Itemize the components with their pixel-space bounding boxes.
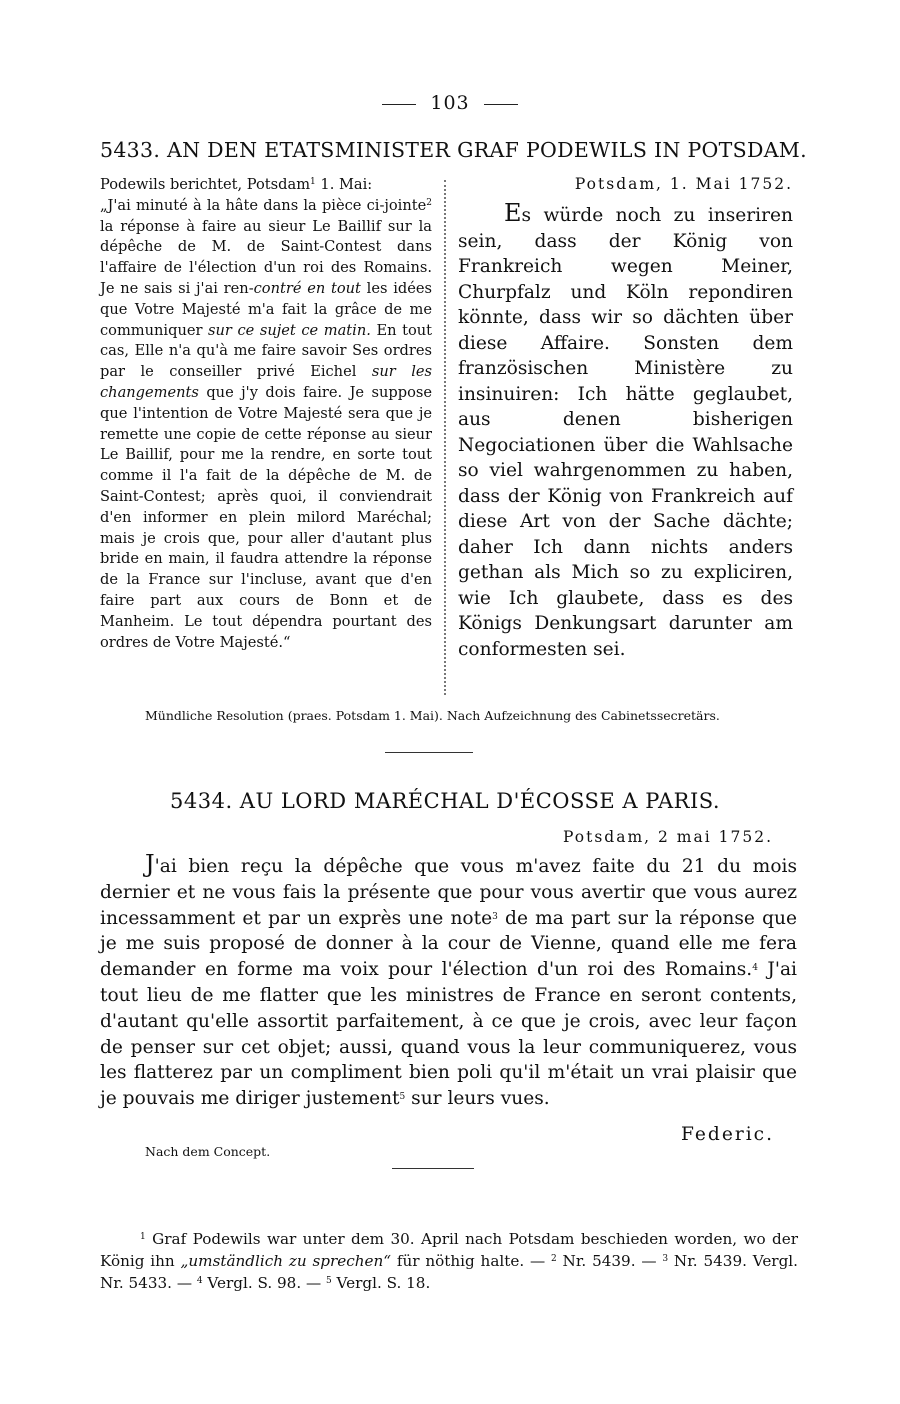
footnote-ref-4: 4: [752, 963, 758, 974]
letter-body: J'ai bien reçu la dépêche que vous m'avez faite du 21 du mois dernier et ne vous fais la présente que pour vous avertir que vous aurez incessamment et par un exprès une note$^3$ de ma part sur la réponse que je me suis proposé de donner à la cour de Vienne, quand elle me fera demander en forme ma voix pour l'élection d'un roi des Romains.$^4$ J'ai tout lieu de me flatter que les ministres de France en seront contents, d'autant qu'elle assortit parfaitement, à ce que je crois, avec leur façon de penser sur cet objet; aussi, quand vous la leur communiquerez, vous les flatterez par un compliment bien poli qu'il m'était un vrai plaisir que je pouvais me diriger justement$^5$ sur leurs vues.: [100, 850, 797, 1110]
page-number: [0, 92, 900, 114]
king-resolution-column: [458, 173, 793, 662]
page-number-dash-right: [484, 104, 518, 105]
footnote-ref-1: 1: [310, 177, 316, 187]
document-5434-heading: 5434. AU LORD MARÉCHAL D'ÉCOSSE A PARIS.: [170, 789, 721, 813]
page-number-dash-left: [382, 104, 416, 105]
footnotes: $^1$ Graf Podewils war unter dem 30. April nach Potsdam beschieden worden, wo der König ihn „umständlich zu sprechen“ für nöthig halte. — $^2$ Nr. 5439. — $^3$ Nr. 5439. Vergl. Nr. 5433. — $^4$ Vergl. S. 98. — $^5$ Vergl. S. 18.: [100, 1230, 798, 1292]
resolution-dateline: Potsdam, 1. Mai 1752.: [574, 175, 793, 193]
footnote-rule: [392, 1168, 474, 1169]
report-quote: „J'ai minuté à la hâte dans la pièce ci-jointe$^2$ la réponse à faire au sieur Le Baillif sur la dépêche de M. de Saint-Contest dans l'affaire de l'élection d'un roi des Romains. Je ne sais si j'ai ren-contré en tout les idées que Votre Majesté m'a fait la grâce de me communiquer sur ce sujet ce matin. En tout cas, Elle n'a qu'à me faire savoir Ses ordres par le conseiller privé Eichel sur les changements que j'y dois faire. Je suppose que l'intention de Votre Majesté sera que je remette une copie de cette réponse au sieur Le Baillif, pour me la rendre, en sorte tout comme il l'a fait de la dépêche de M. de Saint-Contest; après quoi, il conviendrait d'en informer en plein milord Maréchal; mais je crois que, pour aller d'autant plus bride en main, il faudra attendre la réponse de la France sur l'incluse, avant que d'en faire part aux cours de Bonn et de Manheim. Le tout dépendra pourtant des ordres de Votre Majesté.“: [100, 196, 433, 651]
section-rule: [385, 752, 473, 753]
document-5433-heading: 5433. AN DEN ETATSMINISTER GRAF PODEWILS IN POTSDAM.: [100, 138, 807, 162]
letter-signature: Federic.: [681, 1124, 774, 1145]
column-dotted-divider: [444, 180, 446, 695]
footnote-ref-5: 5: [399, 1092, 406, 1103]
page-number-value: 103: [430, 92, 470, 114]
drop-cap-p: P: [100, 176, 110, 193]
footnote-ref-3: 3: [492, 911, 498, 922]
document-5433-source-note: Mündliche Resolution (praes. Potsdam 1. Mai). Nach Aufzeichnung des Cabinetssecretärs.: [145, 708, 720, 723]
footnote-ref-2: 2: [426, 197, 432, 208]
report-intro: Podewils berichtet, Potsdam$^1$ 1. Mai:: [100, 176, 373, 193]
resolution-text: Es würde noch zu inseriren sein, dass der König von Frankreich wegen Meiner, Churpfalz und Köln repondiren könnte, dass wir so dächten über diese Affaire. Sonsten dem französischen Ministère zu insinuiren: Ich hätte geglaubet, aus denen bisherigen Negociationen über die Wahlsache so viel wahrgenommen zu haben, dass der König von Frankreich auf diese Art von der Sache dächte; daher Ich dann nichts anders gethan als Mich so zu expliciren, wie Ich glaubete, dass es des Königs Denkungsart darunter am conformesten sei.: [458, 199, 793, 660]
document-5434-source-note: Nach dem Concept.: [145, 1144, 271, 1159]
podewils-report-column: [100, 175, 432, 653]
drop-cap-e: E: [504, 199, 522, 227]
letter-dateline: Potsdam, 2 mai 1752.: [562, 828, 773, 846]
drop-cap-j: J: [145, 850, 155, 878]
